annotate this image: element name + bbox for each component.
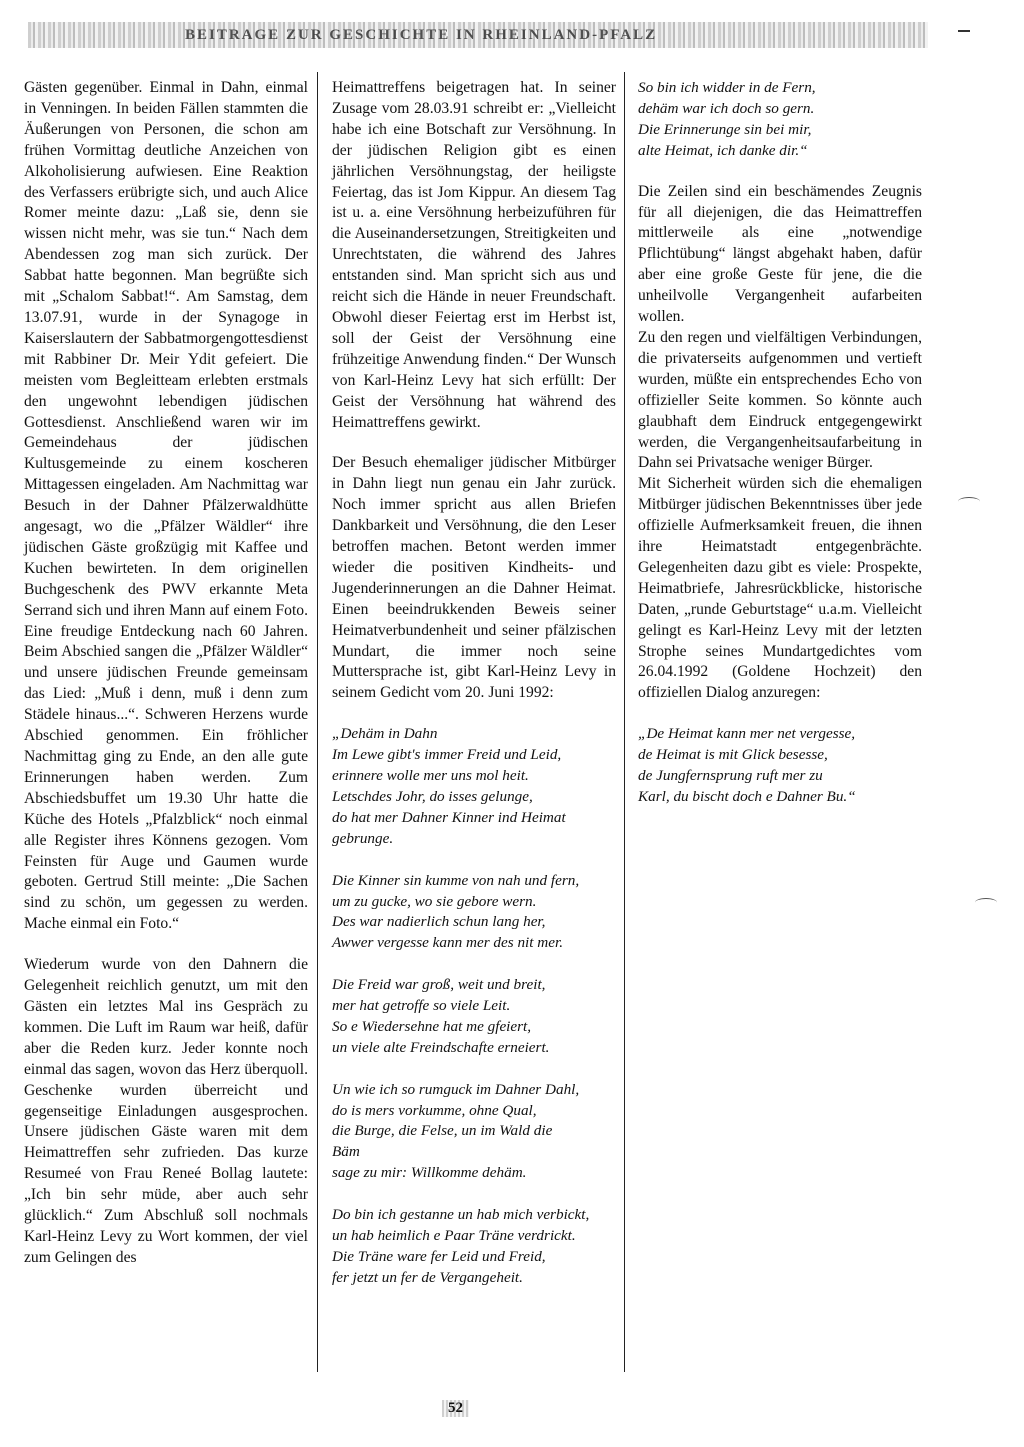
column-3: [638, 78, 922, 808]
poem-line: sage zu mir: Willkomme dehäm.: [332, 1164, 527, 1182]
page-number: 52: [442, 1400, 469, 1417]
poem-ending: [638, 78, 922, 162]
poem-line: Die Erinnerunge sin bei mir,: [638, 120, 812, 138]
poem-line: erinnere wolle mer uns mol heit.: [332, 767, 529, 785]
poem-stanza: [332, 871, 616, 955]
paragraph: Mit Sicherheit würden sich die ehemaligen Mitbürger jüdischen Bekenntnisses über jede offizielle Aufmerksamkeit freuen, die ihnen ihre Heimatstadt entgegenbrächte. Gelegenheiten dazu gibt es viele: Prospekte, Heimatbriefe, Jahresrückblicke, historische Daten, „runde Geburtstage“ u.a.m. Vielleicht gelingt es Karl-Heinz Levy mit der letzten Strophe seines Mundartgedichtes vom 26.04.1992 (Goldene Hochzeit) den offiziellen Dialog anzuregen:: [638, 475, 922, 702]
poem-line: un hab heimlich e Paar Träne verdrickt.: [332, 1226, 576, 1244]
poem-stanza: [332, 1205, 616, 1289]
poem-line: Die Kinner sin kumme von nah und fern,: [332, 871, 580, 889]
paragraph: Die Zeilen sind ein beschämendes Zeugnis für all diejenigen, die das Heimattreffen mittlerweile als eine „notwendige Pflichtübung“ längst abgehakt haben, dafür aber eine große Geste für jene, die die unheilvolle Vergangenheit aufarbeiten wollen.: [638, 182, 922, 326]
poem-line: do is mers vorkumme, ohne Qual,: [332, 1101, 537, 1119]
poem-stanza: [332, 975, 616, 1059]
column-divider-1: [317, 72, 318, 1372]
poem-line: So bin ich widder in de Fern,: [638, 79, 816, 96]
poem-line: So e Wiedersehne hat me gfeiert,: [332, 1017, 532, 1035]
paragraph: Zu den regen und vielfältigen Verbindungen, die privaterseits aufgenommen und vertieft wurden, müßte ein entsprechendes Echo von offizieller Seite kommen. So könnte auch glaubhaft dem Eindruck entgegengewirkt werden, die Vergangenheitsaufarbeitung in Dahn sei Privatsache weniger Bürger.: [638, 328, 922, 472]
poem-line: um zu gucke, wo sie gebore wern.: [332, 892, 537, 910]
poem-line: Awwer vergesse kann mer des nit mer.: [332, 934, 564, 952]
poem-line: fer jetzt un fer de Vergangeheit.: [332, 1268, 523, 1286]
poem: [332, 724, 616, 1288]
poem-line: „De Heimat kann mer net vergesse,: [638, 725, 856, 743]
margin-dash: [958, 30, 970, 32]
poem-line: de Jungfernsprung ruft mer zu: [638, 767, 823, 785]
poem-line: Letschdes Johr, do isses gelunge,: [332, 788, 533, 805]
poem-line: Im Lewe gibt's immer Freid und Leid,: [332, 746, 562, 764]
poem-line: Die Träne ware fer Leid und Freid,: [332, 1247, 546, 1265]
poem-line: Des war nadierlich schun lang her,: [332, 913, 546, 931]
poem-line: die Burge, die Felse, un im Wald die: [332, 1122, 553, 1140]
column-divider-2: [624, 72, 625, 1372]
closing-poem: [638, 724, 922, 808]
header-title: BEITRAGE ZUR GESCHICHTE IN RHEINLAND-PFALZ: [185, 27, 658, 43]
scan-mark: [958, 497, 980, 506]
poem-line: alte Heimat, ich danke dir.“: [638, 141, 808, 159]
poem-line: Un wie ich so rumguck im Dahner Dahl,: [332, 1080, 580, 1098]
poem-line: un viele alte Freindschafte erneiert.: [332, 1038, 550, 1056]
poem-line: „Dehäm in Dahn: [332, 725, 438, 743]
poem-line: Do bin ich gestanne un hab mich verbickt,: [332, 1206, 590, 1224]
poem-stanza: [332, 724, 616, 849]
scan-mark: [975, 898, 997, 907]
column-2: [332, 78, 616, 1289]
paragraph: Der Besuch ehemaliger jüdischer Mitbürger in Dahn liegt nun genau ein Jahr zurück. Noch immer spricht aus allen Briefen Dankbarkeit und Versöhnung, die den Leser betroffen machen. Betont werden immer wieder die positiven Kindheits- und Jugenderinnerungen an die Dahner Heimat. Einen beeindrukkenden Beweis seiner Heimatverbundenheit und seiner pfälzischen Mundart, die immer noch seine Muttersprache ist, gibt Karl-Heinz Levy in seinem Gedicht vom 20. Juni 1992:: [332, 454, 616, 702]
poem-line: Bäm: [332, 1143, 360, 1161]
paragraph: Heimattreffens beigetragen hat. In seiner Zusage vom 28.03.91 schreibt er: „Vielleicht habe ich eine Botschaft zur Versöhnung. In der jüdischen Religion gibt es einen jährlichen Versöhnungstag, der heiligste Feiertag, das ist Jom Kippur. An diesem Tag ist u. a. eine Versöhnung herbeizuführen für die Auseinandersetzungen, Streitigkeiten und Unrechtstaten, die während des Jahres entstanden sind. Man spricht sich aus und reicht sich die Hände in neuer Freundschaft. Obwohl dieser Feiertag erst im Herbst ist, soll der Geist der Versöhnung eine frühzeitige Anwendung finden.“ Der Wunsch von Karl-Heinz Levy hat sich erfüllt: Der Geist der Versöhnung hat während des Heimattreffens gewirkt.: [332, 79, 616, 431]
poem-line: dehäm war ich doch so gern.: [638, 99, 815, 117]
poem-line: mer hat getroffe so viele Leit.: [332, 997, 511, 1015]
poem-line: Karl, du bischt doch e Dahner Bu.“: [638, 788, 856, 805]
poem-line: de Heimat is mit Glick besesse,: [638, 746, 828, 764]
poem-line: gebrunge.: [332, 829, 394, 847]
poem-line: Die Freid war groß, weit und breit,: [332, 976, 546, 994]
poem-line: do hat mer Dahner Kinner ind Heimat: [332, 808, 566, 826]
paragraph: Gästen gegenüber. Einmal in Dahn, einmal in Venningen. In beiden Fällen stammten die Äußerungen von Personen, die schon am frühen Vormittag deutliche Anzeichen von Alkoholisierung aufwiesen. Eine Reaktion des Verfassers erübrigte sich, und auch Alice Romer meinte dazu: „Laß sie, denn sie wissen nicht mehr, was sie tun.“ Nach dem Abendessen zog man sich zurück. Der Sabbat hatte begonnen. Man begrüßte sich mit „Schalom Sabbat!“. Am Samstag, dem 13.07.91, wurde in der Synagoge in Kaiserslautern der Sabbatmorgengottesdienst mit Rabbiner Dr. Meir Ydit gefeiert. Die meisten vom Begleitteam erlebten erstmals den ungewohnt lebendigen jüdischen Gottesdienst. Anschließend waren wir im Gemeindehaus der jüdischen Kultusgemeinde zu einem koscheren Mittagessen eingeladen. Am Nachmittag war Besuch in der Dahner Pfälzerwaldhütte angesagt, wo die „Pfälzer Wäldler“ ihre jüdischen Gäste großzügig mit Kaffee und Kuchen bewirteten. In dem originellen Buchgeschenk des PWV erkannte Meta Serrand sich und ihren Mann auf einem Foto. Eine freudige Entdeckung nach 60 Jahren. Beim Abschied sangen die „Pfälzer Wäldler“ und unsere jüdischen Freunde gemeinsam das Lied: „Muß i denn, muß i denn zum Städele hinaus...“. Schweren Herzens wurde Abschied genommen. Ein fröhlicher Nachmittag ging zu Ende, an den alle gute Erinnerungen haben werden. Zum Abschiedsbuffet um 19.30 Uhr hatte die Küche des Hotels „Pfalzblick“ noch einmal alle Register ihres Könnens gezogen. Vom Feinsten für Auge und Gaumen wurde geboten. Gertrud Still meinte: „Die Sachen sind zu schön, um gegessen zu werden. Mache einmal ein Foto.“: [24, 79, 308, 933]
paragraph: Wiederum wurde von den Dahnern die Gelegenheit reichlich genutzt, um mit den Gästen ein letztes Mal ins Gespräch zu kommen. Die Luft im Raum war heiß, dafür aber die Reden kurz. Jeder konnte noch einmal das sagen, wovon das Herz überquoll. Geschenke wurden überreicht und gegenseitige Einladungen ausgesprochen. Unsere jüdischen Gäste waren mit dem Heimattreffen sehr zufrieden. Das kurze Resumeé von Frau Reneé Bollag lautete: „Ich bin sehr müde, aber auch sehr glücklich.“ Zum Abschluß soll nochmals Karl-Heinz Levy zu Wort kommen, der viel zum Gelingen des: [24, 956, 308, 1266]
poem-stanza: [332, 1080, 616, 1185]
column-1: [24, 78, 308, 1269]
